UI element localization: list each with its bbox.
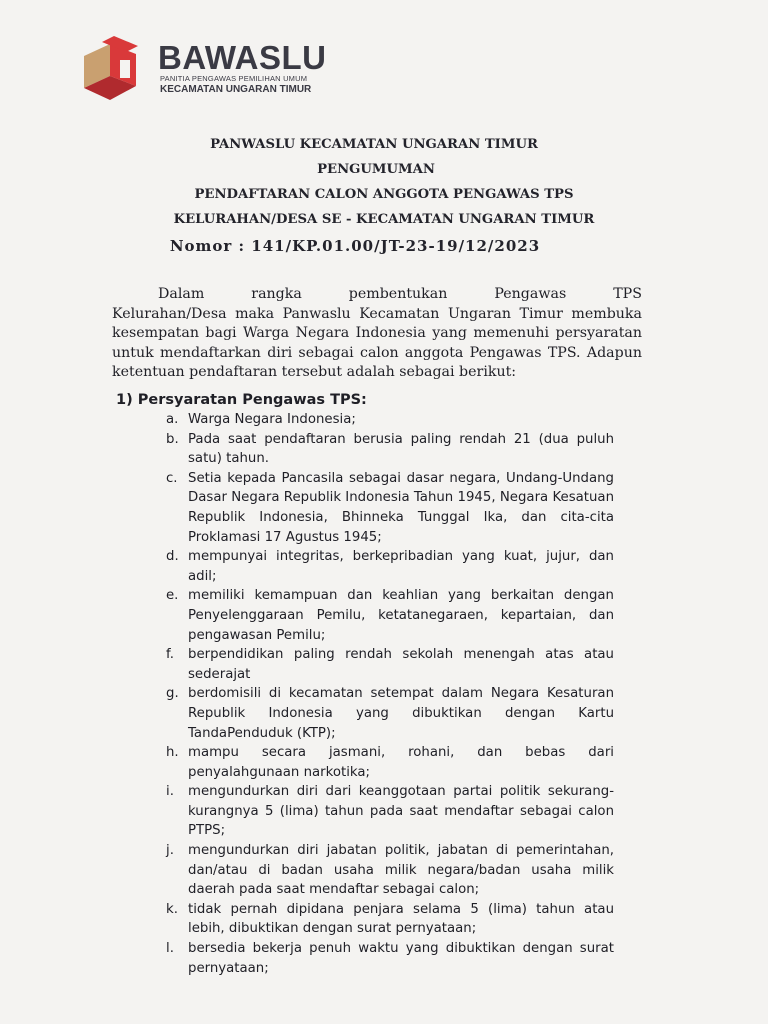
item-letter: l. bbox=[166, 941, 174, 957]
item-text: berdomisili di kecamatan setempat dalam Negara Kesaturan Republik Indonesia yang dibuktikan dengan Kartu TandaPenduduk (KTP); bbox=[188, 686, 614, 741]
item-text: Setia kepada Pancasila sebagai dasar negara, Undang-Undang Dasar Negara Republik Indonesia Tahun 1945, Negara Kesatuan Republik Indonesia, Bhinneka Tunggal Ika, dan cita-cita Proklamasi 17 Agustus 1945; bbox=[188, 470, 614, 545]
item-text: memiliki kemampuan dan keahlian yang berkaitan dengan Penyelenggaraan Pemilu, ketatanegaraen, kepartaian, dan pengawasan Pemilu; bbox=[188, 588, 614, 643]
item-letter: a. bbox=[166, 412, 179, 427]
brand-subtitle: PANITIA PENGAWAS PEMILIHAN UMUM bbox=[160, 74, 308, 83]
intro-first-line bbox=[112, 285, 642, 305]
intro-word: pembentukan bbox=[348, 286, 448, 302]
list-item bbox=[166, 782, 614, 841]
item-letter: i. bbox=[166, 784, 174, 800]
item-letter: j. bbox=[166, 843, 174, 859]
item-letter: k. bbox=[166, 901, 178, 917]
item-letter: e. bbox=[166, 588, 179, 604]
item-text: mengundurkan diri jabatan politik, jabatan di pemerintahan, dan/atau di badan usaha milik negara/badan usaha milik daerah pada saat mendaftar sebagai calon; bbox=[188, 843, 614, 898]
list-item bbox=[166, 410, 614, 430]
intro-word: Dalam bbox=[158, 286, 205, 302]
bawaslu-logo bbox=[80, 34, 340, 106]
intro-word: TPS bbox=[613, 286, 642, 302]
item-letter: g. bbox=[166, 686, 179, 702]
item-text: Pada saat pendaftaran berusia paling rendah 21 (dua puluh satu) tahun. bbox=[188, 431, 614, 467]
item-letter: f. bbox=[166, 647, 174, 663]
section-heading: 1) Persyaratan Pengawas TPS: bbox=[116, 392, 367, 408]
item-letter: h. bbox=[166, 745, 179, 761]
brand-name: BAWASLU bbox=[158, 39, 327, 76]
item-text: tidak pernah dipidana penjara selama 5 (lima) tahun atau lebih, dibuktikan dengan surat pernyataan; bbox=[188, 901, 614, 937]
list-item bbox=[166, 430, 614, 469]
list-item bbox=[166, 586, 614, 645]
item-text: bersedia bekerja penuh waktu yang dibuktikan dengan surat pernyataan; bbox=[188, 941, 614, 976]
document-number: Nomor : 141/KP.01.00/JT-23-19/12/2023 bbox=[169, 237, 541, 255]
intro-word: rangka bbox=[251, 286, 302, 302]
item-letter: d. bbox=[166, 549, 179, 565]
intro-rest: Kelurahan/Desa maka Panwaslu Kecamatan Ungaran Timur membuka kesempatan bagi Warga Negara Indonesia yang memenuhi persyaratan untuk mendaftarkan diri sebagai calon anggota Pengawas TPS. Adapun ketentuan pendaftaran tersebut adalah sebagai berikut: bbox=[112, 305, 642, 381]
item-text: berpendidikan paling rendah sekolah menengah atas atau sederajat bbox=[188, 647, 614, 682]
intro-paragraph bbox=[112, 285, 642, 383]
requirements-list bbox=[166, 410, 614, 978]
intro-word: Pengawas bbox=[494, 286, 567, 302]
announcement-scope: KELURAHAN/DESA SE - KECAMATAN UNGARAN TIMUR bbox=[173, 212, 595, 227]
announcement-label: PENGUMUMAN bbox=[317, 162, 435, 177]
list-item bbox=[166, 743, 614, 782]
announcement-subject: PENDAFTARAN CALON ANGGOTA PENGAWAS TPS bbox=[194, 187, 574, 202]
item-letter: b. bbox=[166, 431, 179, 447]
list-item bbox=[166, 900, 614, 939]
list-item bbox=[166, 547, 614, 586]
org-title: PANWASLU KECAMATAN UNGARAN TIMUR bbox=[210, 137, 538, 152]
list-item bbox=[166, 939, 614, 978]
bawaslu-emblem-icon bbox=[80, 34, 150, 106]
announcement-title-block bbox=[0, 132, 768, 260]
item-text: mempunyai integritas, berkepribadian yang kuat, jujur, dan adil; bbox=[188, 549, 614, 584]
list-item bbox=[166, 841, 614, 900]
item-letter: c. bbox=[166, 470, 178, 486]
list-item bbox=[166, 469, 614, 547]
list-item bbox=[166, 645, 614, 684]
list-item bbox=[166, 684, 614, 743]
item-text: mampu secara jasmani, rohani, dan bebas dari penyalahgunaan narkotika; bbox=[188, 745, 614, 780]
brand-location: KECAMATAN UNGARAN TIMUR bbox=[160, 84, 312, 95]
item-text: mengundurkan diri dari keanggotaan partai politik sekurang- kurangnya 5 (lima) tahun pada saat mendaftar sebagai calon PTPS; bbox=[188, 784, 614, 839]
item-text: Warga Negara Indonesia; bbox=[188, 412, 356, 427]
